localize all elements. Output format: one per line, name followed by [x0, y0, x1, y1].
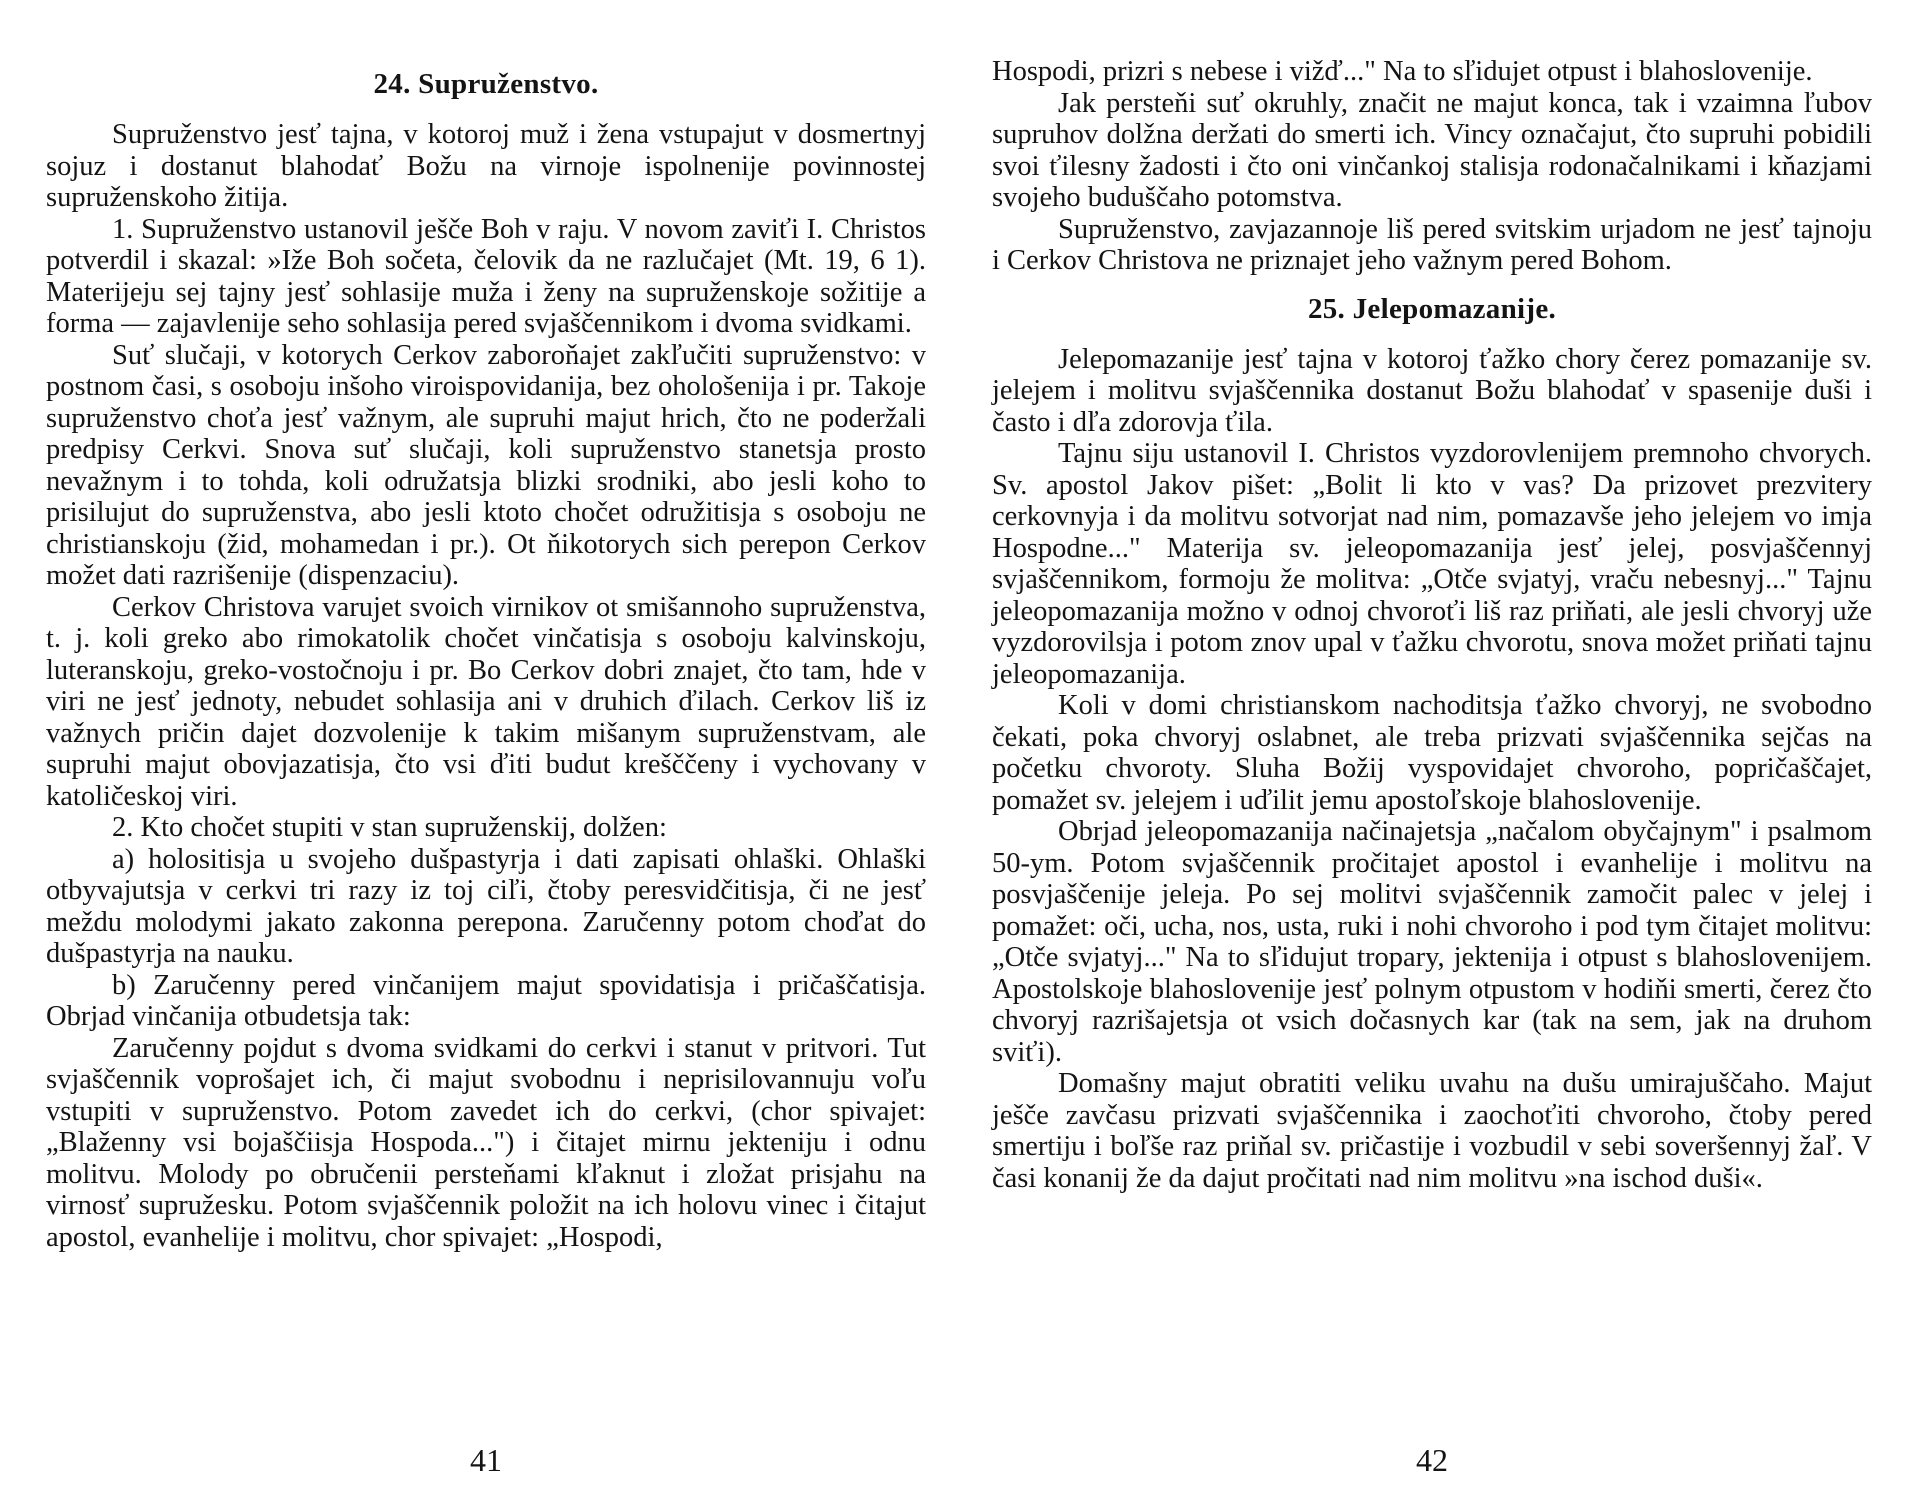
body-paragraph: Cerkov Christova varujet svoich virnikov ot smišannoho supruženstva, t. j. koli greko abo rimokatolik chočet vinčatisja s osoboju kalvinskoju, luteranskoju, greko-vostočnoju i pr. Bo Cerkov dobri znajet, čto tam, hde v viri ne jesť jednoty, nebudet sohlasija ani v druhich ďilach. Cerkov liš iz važnych pričin dajet dozvolenije k takim mišanym supruženstvam, ale supruhi majut obovjazatisja, čto vsi ďiti budut krešččeny i vychovany v katoličeskoj viri. [46, 591, 926, 812]
page-number-left: 41 [470, 1442, 502, 1478]
body-paragraph: Supruženstvo jesť tajna, v kotoroj muž i žena vstupajut v dosmertnyj sojuz i dostanut blahodať Božu na virnoje ispolnenije povinnostej supruženskoho žitija. [46, 119, 926, 213]
body-paragraph: a) holositisja u svojeho dušpastyrja i dati zapisati ohlaški. Ohlaški otbyvajutsja v cerkvi tri razy iz toj ciľi, čtoby peresvidčitisja, či ne jesť meždu molodymi jakato zakonna perepona. Zaručenny potom choďat do dušpastyrja na nauku. [46, 843, 926, 969]
left-page-body [46, 68, 926, 1253]
body-paragraph: Supruženstvo, zavjazannoje liš pered svitskim urjadom ne jesť tajnoju i Cerkov Christova ne priznajet jeho važnym pered Bohom. [992, 213, 1872, 276]
body-paragraph: Domašny majut obratiti veliku uvahu na dušu umirajuščaho. Majut ješče zavčasu prizvati svjaščennika i zaochoťiti chvoroho, čtoby pered smertiju i boľše raz priňal sv. pričastije i vozbudil v sebi soveršennyj žaľ. V časi konanij že da dajut pročitati nad nim molitvu »na ischod duši«. [992, 1068, 1872, 1194]
body-paragraph: 1. Supruženstvo ustanovil ješče Boh v raju. V novom zaviťi I. Christos potverdil i skazal: »Iže Boh sočeta, čelovik da ne razlučajet (Mt. 19, 6 1). Materijeju sej tajny jesť sohlasije muža i ženy na supruženskoje sožitije a forma — zajavlenije seho sohlasija pered svjaščennikom i dvoma svidkami. [46, 213, 926, 339]
body-paragraph: Koli v domi christianskom nachoditsja ťažko chvoryj, ne svobodno čekati, poka chvoryj oslabnet, ale treba prizvati svjaščennika sejčas na početku chvoroty. Sluha Božij vyspovidajet chvoroho, popričaščajet, pomažet sv. jelejem i uďilit jemu apostoľskoje blahoslovenije. [992, 690, 1872, 816]
right-page-body [992, 56, 1872, 1194]
body-paragraph: Suť slučaji, v kotorych Cerkov zaboroňajet zakľučiti supruženstvo: v postnom časi, s osoboju inšoho viroispovidanija, bez ohološenija i pr. Takoje supruženstvo choťa jesť važnym, ale supruhi majut hrich, čto ne poderžali predpisy Cerkvi. Snova suť slučaji, koli supruženstvo stanetsja prosto nevažnym i to tohda, koli odružatsja blizki srodniki, abo jesli koho to prisilujut do supruženstva, abo jesli ktoto chočet odružitisja s osoboju ne christianskoju (žid, mohamedan i pr.). Ot ňikotorych sich perepon Cerkov možet dati razrišenije (dispenzaciu). [46, 339, 926, 591]
section-heading-24: 24. Supruženstvo. [373, 68, 599, 100]
body-paragraph: Jelepomazanije jesť tajna v kotoroj ťažko chory čerez pomazanije sv. jelejem i molitvu svjaščennika dostanut Božu blahodať v spasenije duši i často i dľa zdorovja ťila. [992, 343, 1872, 438]
carry-over-paragraph: Hospodi, prizri s nebese i vižď..." Na to sľidujet otpust i blahoslovenije. [992, 56, 1813, 87]
body-paragraph: Jak persteňi suť okruhly, značit ne majut konca, tak i vzaimna ľubov supruhov dolžna deržati do smerti ich. Vincy označajut, čto supruhi pobidili svoi ťilesny žadosti i čto oni vinčankoj stalisja rodonačalnikami i kňazjami svojeho buduščaho potomstva. [992, 87, 1872, 213]
body-paragraph: 2. Kto chočet stupiti v stan supruženskij, dolžen: [112, 812, 667, 843]
body-paragraph: b) Zaručenny pered vinčanijem majut spovidatisja i pričaščatisja. Obrjad vinčanija otbudetsja tak: [46, 969, 926, 1032]
page-number-right: 42 [1416, 1442, 1448, 1478]
body-paragraph: Zaručenny pojdut s dvoma svidkami do cerkvi i stanut v pritvori. Tut svjaščennik voprošajet ich, či majut svobodnu i neprisilovannuju voľu vstupiti v supruženstvo. Potom zavedet ich do cerkvi, (chor spivajet: „Blaženny vsi bojaščiisja Hospoda...") i čitajet mirnu jekteniju i odnu molitvu. Molody po obručenii persteňami kľaknut i zložat prisjahu na virnosť supružesku. Potom svjaščennik položit na ich holovu vinec i čitajut apostol, evanhelije i molitvu, chor spivajet: „Hospodi, [46, 1032, 926, 1253]
body-paragraph: Obrjad jeleopomazanija načinajetsja „načalom obyčajnym" i psalmom 50-ym. Potom svjaščennik pročitajet apostol i evanhelije i molitvu na posvjaščenije jeleja. Po sej molitvi svjaščennik zamočit palec v jelej i pomažet: oči, ucha, nos, usta, ruki i nohi chvoroho i pod tym čitajet molitvu: „Otče svjatyj..." Na to sľidujut tropary, jektenija i otpust s blahoslovenijem. Apostolskoje blahoslovenije jesť polnym otpustom v hodiňi smerti, čerez čto chvoryj razrišajetsja ot vsich dočasnych kar (tak na sem, jak na druhom sviťi). [992, 816, 1872, 1068]
body-paragraph: Tajnu siju ustanovil I. Christos vyzdorovlenijem premnoho chvorych. Sv. apostol Jakov pišet: „Bolit li kto v vas? Da prizovet prezvitery cerkovnyja i da molitvu sotvorjat nad nim, pomazavše jeho jelejem vo imja Hospodne..." Materija sv. jeleopomazanija jesť jelej, posvjaščennyj svjaščennikom, formoju že molitva: „Otče svjatyj, vraču nebesnyj..." Tajnu jeleopomazanija možno v odnoj chvoroťi liš raz priňati, ale jesli chvoryj uže vyzdorovilsja i potom znov upal v ťažku chvorotu, snova možet priňati tajnu jeleopomazanija. [992, 438, 1872, 690]
section-heading-25: 25. Jelepomazanije. [1307, 292, 1557, 325]
